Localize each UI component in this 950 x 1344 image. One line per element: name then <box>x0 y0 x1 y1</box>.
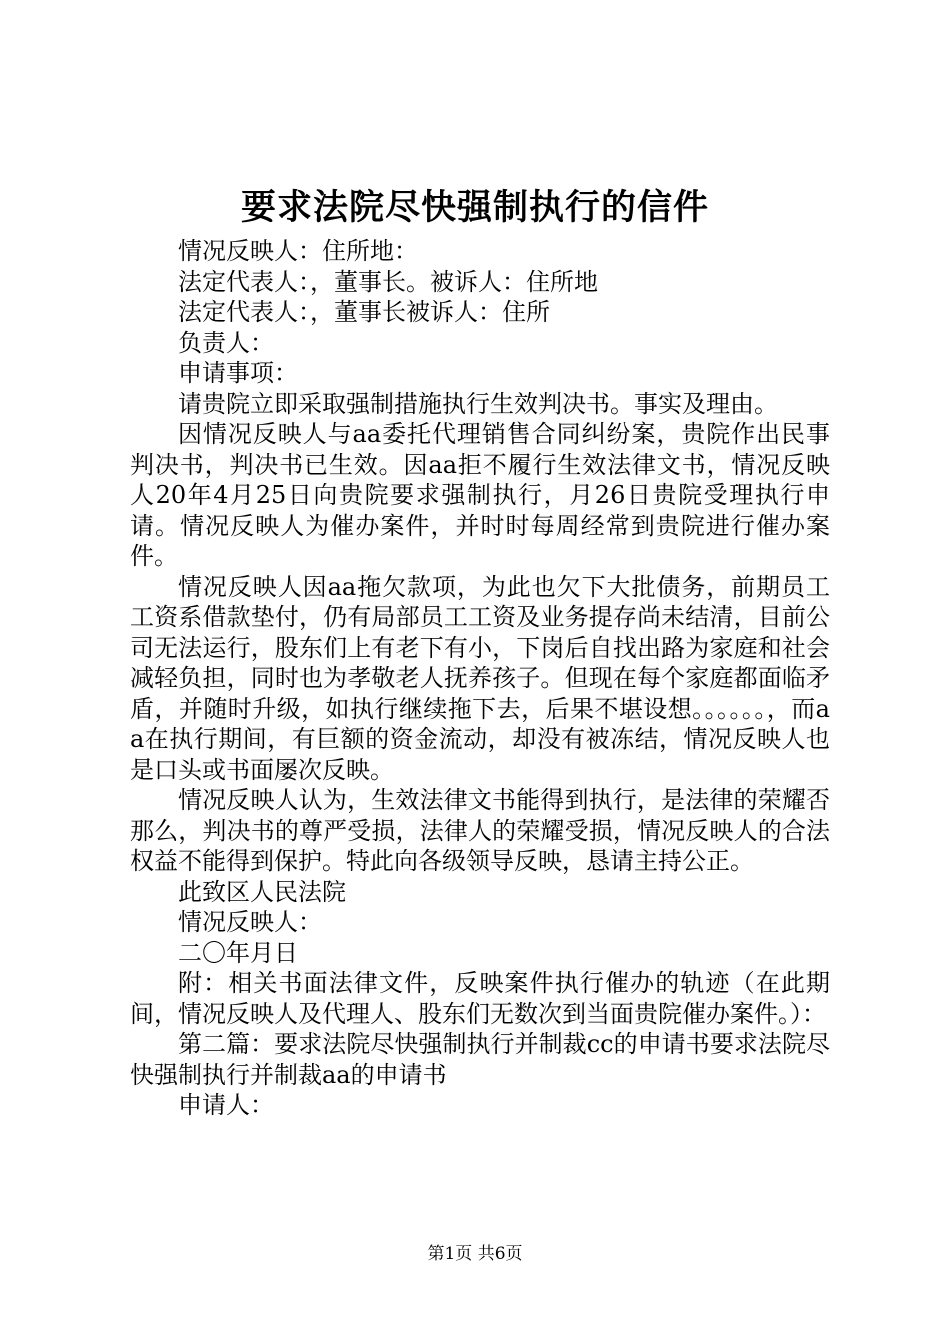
paragraph-request: 请贵院立即采取强制措施执行生效判决书。事实及理由。 <box>178 389 778 418</box>
paragraph-signature: 情况反映人： <box>178 908 322 936</box>
paragraph-second-article: 第二篇：要求法院尽快强制执行并制裁cc的申请书要求法院尽快强制执行并制裁aa的申请书 <box>130 1030 830 1089</box>
paragraph-salutation: 此致区人民法院 <box>178 877 346 906</box>
paragraph-opinion: 情况反映人认为，生效法律文书能得到执行，是法律的荣耀否那么，判决书的尊严受损，法律人的荣耀受损，情况反映人的合法权益不能得到保护。特此向各级领导反映，恳请主持公正。 <box>130 786 830 875</box>
paragraph-legal-representative-2: 法定代表人：，董事长被诉人：住所 <box>178 298 550 326</box>
paragraph-reporter-address: 情况反映人：住所地： <box>178 237 418 265</box>
paragraph-application-items: 申请事项： <box>178 359 298 387</box>
paragraph-attachment: 附：相关书面法律文件，反映案件执行催办的轨迹（在此期间，情况反映人及代理人、股东们无数次到当面贵院催办案件。）： <box>130 969 830 1028</box>
paragraph-person-in-charge: 负责人： <box>178 328 274 357</box>
paragraph-case-facts: 因情况反映人与aa委托代理销售合同纠纷案，贵院作出民事判决书，判决书已生效。因aa拒不履行生效法律文书，情况反映人20年4月25日向贵院要求强制执行，月26日贵院受理执行申请。情况反映人为催办案件，并时时每周经常到贵院进行催办案件。 <box>130 420 830 570</box>
document-body <box>130 236 830 1121</box>
paragraph-date: 二〇年月日 <box>178 938 298 967</box>
page-footer: 第1页 共6页 <box>427 1244 523 1264</box>
document-title: 要求法院尽快强制执行的信件 <box>240 187 709 228</box>
paragraph-applicant: 申请人： <box>178 1091 274 1119</box>
paragraph-legal-representative-1: 法定代表人：，董事长。被诉人：住所地 <box>178 267 598 296</box>
paragraph-hardship: 情况反映人因aa拖欠款项，为此也欠下大批债务，前期员工工资系借款垫付，仍有局部员工工资及业务提存尚未结清，目前公司无法运行，股东们上有老下有小，下岗后自找出路为家庭和社会减轻负担，同时也为孝敬老人抚养孩子。但现在每个家庭都面临矛盾，并随时升级，如执行继续拖下去，后果不堪设想。。。。。。，而aa在执行期间，有巨额的资金流动，却没有被冻结，情况反映人也是口头或书面屡次反映。 <box>130 572 830 784</box>
